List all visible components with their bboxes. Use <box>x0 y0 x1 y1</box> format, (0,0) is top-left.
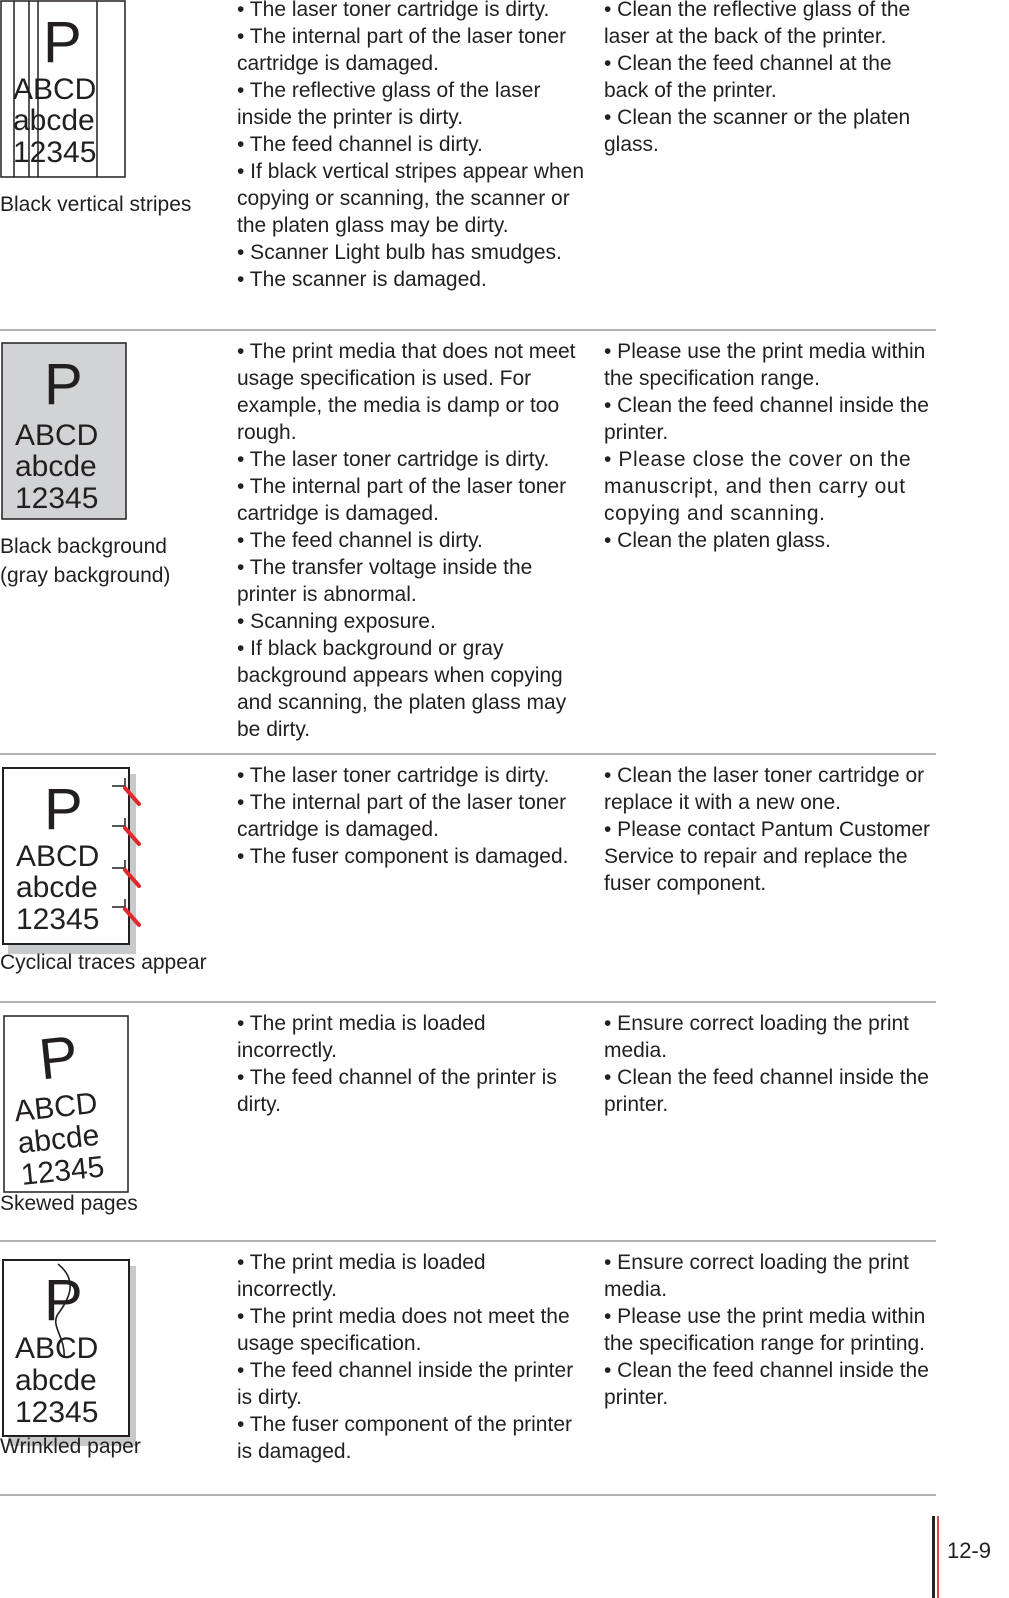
problem-label <box>0 532 170 590</box>
cause-item: • The fuser component is damaged. <box>237 845 569 868</box>
problem-label-line: (gray background) <box>0 564 171 587</box>
sample-uppercase: ABCD <box>13 73 97 106</box>
causes-column <box>237 762 587 870</box>
problem-label <box>0 1432 141 1461</box>
sample-letter-p: P <box>44 1268 83 1333</box>
solutions-column <box>604 1249 934 1411</box>
solution-item: • Clean the reflective glass of the laser at the back of the printer. <box>604 0 911 48</box>
cause-item: • The print media does not meet the usage specification. <box>237 1305 570 1355</box>
causes-column <box>237 338 587 743</box>
problem-label <box>0 948 207 977</box>
sample-letter-p: P <box>44 352 83 417</box>
solution-item: • Clean the feed channel inside the printer. <box>604 394 929 444</box>
solution-item: • Please use the print media within the specification range for printing. <box>604 1305 926 1355</box>
cause-item: • The laser toner cartridge is dirty. <box>237 764 550 787</box>
row-black-background <box>0 331 936 754</box>
cause-item: • If black vertical stripes appear when copying or scanning, the scanner or the platen glass may be dirty. <box>237 160 585 237</box>
solution-item: • Please use the print media within the specification range. <box>604 340 926 390</box>
solutions-column <box>604 1010 934 1118</box>
cause-item: • The laser toner cartridge is dirty. <box>237 0 550 21</box>
solution-item: • Clean the feed channel inside the printer. <box>604 1359 929 1409</box>
sample-lowercase: abcde <box>15 450 97 483</box>
problem-label-line: Black vertical stripes <box>0 193 192 216</box>
causes-column <box>237 1249 587 1465</box>
solutions-column <box>604 762 934 897</box>
problem-label-line: Wrinkled paper <box>0 1435 141 1458</box>
solution-item: • Please contact Pantum Customer Service to repair and replace the fuser component. <box>604 818 931 895</box>
row-wrinkled-paper <box>0 1242 936 1494</box>
sample-digits: 12345 <box>15 1396 99 1429</box>
cause-item: • The feed channel is dirty. <box>237 133 483 156</box>
sample-digits: 12345 <box>13 136 97 169</box>
black-background-sample-image <box>0 342 130 524</box>
cause-item: • The scanner is damaged. <box>237 268 487 291</box>
cause-item: • The feed channel of the printer is dirty. <box>237 1066 557 1116</box>
cause-item: • If black background or gray background appears when copying and scanning, the platen glass may be dirty. <box>237 637 567 741</box>
solutions-column <box>604 338 934 554</box>
cause-item: • The internal part of the laser toner cartridge is damaged. <box>237 791 567 841</box>
solution-item: • Clean the platen glass. <box>604 529 831 552</box>
sample-lowercase: abcde <box>13 104 95 137</box>
problem-label <box>0 1189 138 1218</box>
sample-uppercase: ABCD <box>12 1086 100 1129</box>
page-number: 12-9 <box>946 1538 991 1563</box>
row-black-vertical-stripes <box>0 0 936 330</box>
problem-label-line: Cyclical traces appear <box>0 951 207 974</box>
page-edge-accent <box>937 1516 939 1598</box>
cause-item: • The transfer voltage inside the printer is abnormal. <box>237 556 533 606</box>
problem-label <box>0 190 191 219</box>
causes-column <box>237 1010 587 1118</box>
page-edge-bar <box>932 1516 935 1598</box>
solution-item: • Clean the scanner or the platen glass. <box>604 106 911 156</box>
cause-item: • The feed channel inside the printer is dirty. <box>237 1359 574 1409</box>
solution-item: • Clean the feed channel inside the printer. <box>604 1066 929 1116</box>
row-cyclical-traces <box>0 755 936 1001</box>
cyclical-traces-sample-image <box>0 766 150 964</box>
solution-item: • Ensure correct loading the print media. <box>604 1251 910 1301</box>
skewed-pages-sample-image <box>0 1015 132 1205</box>
row-divider <box>0 1494 936 1496</box>
cause-item: • The fuser component of the printer is damaged. <box>237 1413 572 1463</box>
cause-item: • The print media is loaded incorrectly. <box>237 1251 486 1301</box>
cause-item: • The print media that does not meet usage specification is used. For example, the media is damp or too rough. <box>237 340 576 444</box>
sample-lowercase: abcde <box>16 1118 101 1161</box>
solution-item: • Please close the cover on the manuscript, and then carry out copying and scanning. <box>604 448 912 525</box>
cause-item: • The laser toner cartridge is dirty. <box>237 448 550 471</box>
cause-item: • Scanning exposure. <box>237 610 436 633</box>
sample-lowercase: abcde <box>16 871 98 904</box>
solution-item: • Clean the feed channel at the back of the printer. <box>604 52 892 102</box>
row-skewed-pages <box>0 1003 936 1240</box>
solution-item: • Clean the laser toner cartridge or replace it with a new one. <box>604 764 925 814</box>
cause-item: • The feed channel is dirty. <box>237 529 483 552</box>
sample-uppercase: ABCD <box>15 419 99 452</box>
sample-letter-p: P <box>43 10 82 75</box>
sample-digits: 12345 <box>15 482 99 515</box>
cause-item: • The internal part of the laser toner cartridge is damaged. <box>237 475 567 525</box>
sample-digits: 12345 <box>16 903 100 936</box>
causes-column <box>237 0 587 293</box>
sample-digits: 12345 <box>19 1150 106 1192</box>
sample-letter-p: P <box>44 777 83 842</box>
solution-item: • Ensure correct loading the print media. <box>604 1012 910 1062</box>
problem-label-line: Skewed pages <box>0 1192 138 1215</box>
cause-item: • The reflective glass of the laser inside the printer is dirty. <box>237 79 541 129</box>
cause-item: • The print media is loaded incorrectly. <box>237 1012 486 1062</box>
problem-label-line: Black background <box>0 535 167 558</box>
cause-item: • Scanner Light bulb has smudges. <box>237 241 562 264</box>
sample-letter-p: P <box>35 1023 82 1093</box>
black-vertical-stripes-sample-image <box>0 0 128 180</box>
sample-lowercase: abcde <box>15 1364 97 1397</box>
solutions-column <box>604 0 934 158</box>
sample-uppercase: ABCD <box>16 840 100 873</box>
wrinkled-paper-sample-image <box>0 1258 140 1454</box>
sample-uppercase: ABCD <box>15 1332 99 1365</box>
cause-item: • The internal part of the laser toner cartridge is damaged. <box>237 25 567 75</box>
